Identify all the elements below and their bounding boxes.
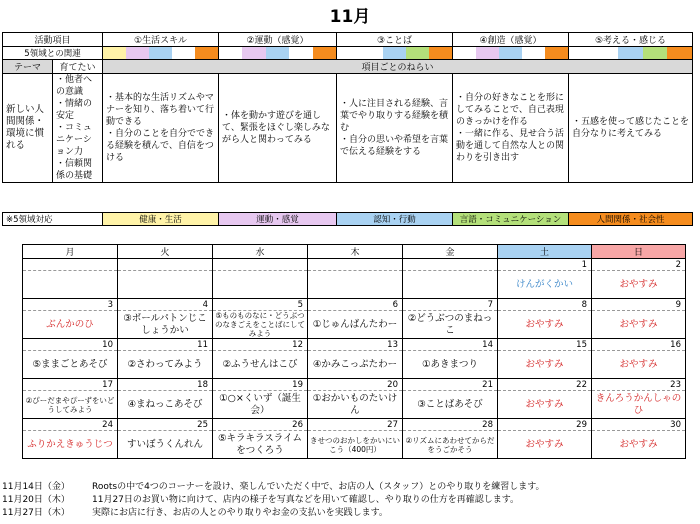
page-title: 11月: [329, 7, 371, 27]
calendar-date-number: 10: [23, 339, 118, 351]
calendar-date-row: [23, 339, 686, 351]
relation-color-row: [3, 47, 693, 60]
calendar-event: おやすみ: [592, 311, 686, 339]
col-motor: ②運動（感覚）: [219, 33, 337, 47]
day-sun: 日: [592, 245, 686, 259]
note-date: 11月14日（金）: [2, 482, 70, 492]
note-date: 11月20日（木）: [2, 495, 70, 505]
legend-language: 言語・コミュニケーション: [453, 213, 569, 226]
calendar-date-number: 24: [23, 419, 118, 431]
day-mon: 月: [23, 245, 118, 259]
calendar-date-row: [23, 259, 686, 271]
legend-health: 健康・生活: [103, 213, 219, 226]
calendar-event: ②ふうせんはこび: [213, 351, 308, 379]
calendar-event: [118, 271, 213, 299]
col-life-skill: ①生活スキル: [103, 33, 219, 47]
calendar-event: ②ぴーだまやぴーずをいどうしてみよう: [23, 391, 118, 419]
calendar-event: ⑤キラキラスライムをつくろう: [213, 431, 308, 459]
relation-label: 5領域との関連: [3, 47, 103, 60]
calendar-event: おやすみ: [498, 311, 592, 339]
relation-cell-4: [453, 47, 569, 60]
col-think-feel: ⑤考える・感じる: [569, 33, 693, 47]
calendar-event: おやすみ: [498, 391, 592, 419]
calendar-date-number: 19: [213, 379, 308, 391]
calendar-date-number: 7: [403, 299, 498, 311]
day-fri: 金: [403, 245, 498, 259]
calendar-date-number: 15: [498, 339, 592, 351]
calendar-event-row: [23, 391, 686, 419]
calendar-date-number: [118, 259, 213, 271]
note-row: [2, 507, 698, 520]
aim-3: ・人に注目される経験、言葉でやり取りする経験を積む ・自分の思いや希望を言葉で伝える経験をする: [337, 74, 453, 183]
calendar-event: ⑤ままごとあそび: [23, 351, 118, 379]
calendar-date-number: 26: [213, 419, 308, 431]
calendar-date-number: 12: [213, 339, 308, 351]
calendar-event: ④まねっこあそび: [118, 391, 213, 419]
calendar-event: けんがくかい: [498, 271, 592, 299]
calendar-event: ふりかえきゅうじつ: [23, 431, 118, 459]
note-row: [2, 481, 698, 494]
calendar-event-row: [23, 311, 686, 339]
calendar-date-number: 22: [498, 379, 592, 391]
note-text: 実際にお店に行き、お店の人とのやり取りやお金の支払いを実践します。: [92, 508, 388, 518]
legend-motor: 運動・感覚: [219, 213, 337, 226]
notes: [2, 481, 698, 520]
note-text: 11月27日のお買い物に向けて、店内の様子を写真などを用いて確認し、やり取りの仕方を再確認します。: [92, 495, 520, 505]
calendar-date-number: 23: [592, 379, 686, 391]
calendar-event: ①じゅんばんたわー: [308, 311, 403, 339]
calendar-date-row: [23, 379, 686, 391]
calendar-date-number: 29: [498, 419, 592, 431]
calendar-date-number: 21: [403, 379, 498, 391]
calendar-date-number: 13: [308, 339, 403, 351]
calendar-event: ぶんかのひ: [23, 311, 118, 339]
calendar-date-number: 18: [118, 379, 213, 391]
aim-4: ・自分の好きなことを形にしてみることで、自己表現のきっかけを作る ・一緒に作る、見せ合う活動を通して自然な人との関わりを引き出す: [453, 74, 569, 183]
calendar-date-row: [23, 299, 686, 311]
activity-header: 活動項目: [3, 33, 103, 47]
calendar-date-number: 4: [118, 299, 213, 311]
calendar-date-number: 1: [498, 259, 592, 271]
calendar-date-row: [23, 419, 686, 431]
aim-2: ・体を動かす遊びを通して、緊張をほぐし楽しみながら人と関わってみる: [219, 74, 337, 183]
calendar-event: ①あきまつり: [403, 351, 498, 379]
calendar-event: おやすみ: [592, 271, 686, 299]
calendar-date-number: [308, 259, 403, 271]
calendar-event: すいぼうくんれん: [118, 431, 213, 459]
note-row: [2, 494, 698, 507]
relation-cell-2: [219, 47, 337, 60]
day-wed: 水: [213, 245, 308, 259]
aims-label: 項目ごとのねらい: [103, 60, 693, 74]
calendar-date-number: 20: [308, 379, 403, 391]
calendar-date-number: 25: [118, 419, 213, 431]
relation-cell-5: [569, 47, 693, 60]
calendar-date-number: [213, 259, 308, 271]
calendar-event: ③ボールパトンじこしょうかい: [118, 311, 213, 339]
calendar-date-number: 8: [498, 299, 592, 311]
calendar-event: ②さわってみよう: [118, 351, 213, 379]
calendar: [22, 244, 686, 459]
calendar-event: ③ことばあそび: [403, 391, 498, 419]
aim-5: ・五感を使って感じたことを自分なりに考えてみる: [569, 74, 693, 183]
calendar-event: おやすみ: [498, 351, 592, 379]
calendar-date-number: 5: [213, 299, 308, 311]
calendar-date-number: 14: [403, 339, 498, 351]
theme-text: 新しい人間関係・環境に慣れる: [3, 74, 53, 183]
calendar-event: きんろうかんしゃのひ: [592, 391, 686, 419]
calendar-date-number: 2: [592, 259, 686, 271]
col-creation: ④創造（感覚）: [453, 33, 569, 47]
grow-label: 育てたい: [53, 60, 103, 74]
calendar-date-number: 30: [592, 419, 686, 431]
calendar-event: ①○×くいず（誕生会）: [213, 391, 308, 419]
calendar-date-number: [403, 259, 498, 271]
calendar-event-row: [23, 271, 686, 299]
aim-1: ・基本的な生活リズムやマナーを知り、落ち着いて行動できる ・自分のことを自分でできる経験を積んで、自信をつける: [103, 74, 219, 183]
domain-legend: [2, 212, 693, 226]
plan-body-row: [3, 74, 693, 183]
calendar-date-number: 17: [23, 379, 118, 391]
day-sat: 土: [498, 245, 592, 259]
calendar-date-number: 9: [592, 299, 686, 311]
calendar-event: きせつのおかしをかいにいこう（400円）: [308, 431, 403, 459]
calendar-event: ①おかいものたいけん: [308, 391, 403, 419]
calendar-event: ②どうぶつのまねっこ: [403, 311, 498, 339]
plan-subheader-row: [3, 60, 693, 74]
calendar-date-number: 3: [23, 299, 118, 311]
legend-title: ※5領域対応: [3, 213, 103, 226]
calendar-event: ⑤ものものなに・どうぶつのなきごえをことばにしてみよう: [213, 311, 308, 339]
note-date: 11月27日（木）: [2, 508, 70, 518]
col-language: ③ことば: [337, 33, 453, 47]
day-thu: 木: [308, 245, 403, 259]
calendar-event: おやすみ: [592, 431, 686, 459]
calendar-event: [403, 271, 498, 299]
note-text: Rootsの中で4つのコーナーを設け、楽しんでいただく中で、お店の人（スタッフ）とのやり取りを練習します。: [92, 482, 545, 492]
calendar-event: [23, 271, 118, 299]
activity-plan-table: [2, 32, 693, 183]
calendar-date-number: 16: [592, 339, 686, 351]
calendar-header: [23, 245, 686, 259]
relation-cell-3: [337, 47, 453, 60]
legend-social: 人間関係・社会性: [569, 213, 693, 226]
calendar-event: おやすみ: [498, 431, 592, 459]
calendar-date-number: 11: [118, 339, 213, 351]
legend-cognition: 認知・行動: [337, 213, 453, 226]
grow-text: ・他者への意識 ・情緒の安定 ・コミュニケーション力 ・信頼関係の基礎: [53, 74, 103, 183]
calendar-event: おやすみ: [592, 351, 686, 379]
calendar-date-number: 6: [308, 299, 403, 311]
calendar-event: ②リズムにあわせてからだをうごかそう: [403, 431, 498, 459]
calendar-date-number: 28: [403, 419, 498, 431]
calendar-event: ④かみこっぷたわー: [308, 351, 403, 379]
calendar-date-number: 27: [308, 419, 403, 431]
calendar-event: [308, 271, 403, 299]
relation-cell-1: [103, 47, 219, 60]
day-tue: 火: [118, 245, 213, 259]
calendar-event-row: [23, 431, 686, 459]
calendar-date-number: [23, 259, 118, 271]
calendar-event-row: [23, 351, 686, 379]
theme-label: テーマ: [3, 60, 53, 74]
calendar-event: [213, 271, 308, 299]
plan-header-row: [3, 33, 693, 47]
